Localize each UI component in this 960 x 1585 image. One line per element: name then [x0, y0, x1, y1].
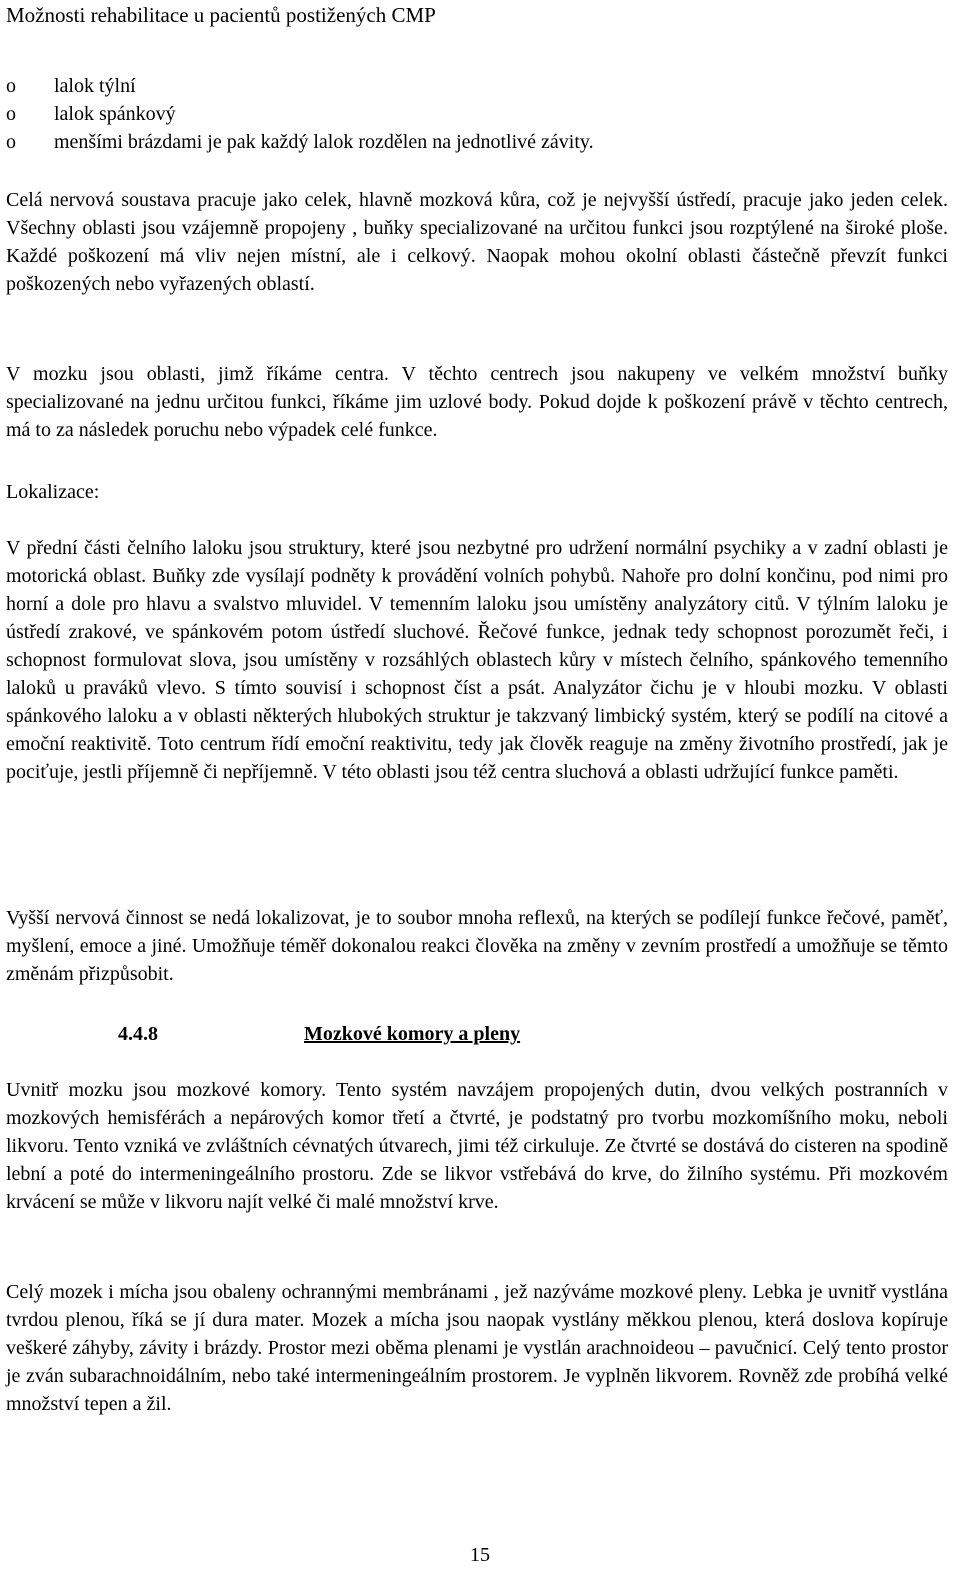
- paragraph-localization-label: Lokalizace:: [6, 481, 100, 503]
- paragraph-nervous-system: Celá nervová soustava pracuje jako celek, hlavně mozková kůra, což je nejvyšší ústředí, pracuje jako jeden celek. Všechny oblasti jsou vzájemně propojeny , buňky specializované na určitou funkci jsou rozptýlené na široké ploše. Každé poškození má vliv nejen místní, ale i celkový. Naopak mohou okolní oblasti částečně převzít funkci poškozených nebo vyřazených oblastí.: [6, 189, 948, 295]
- list-item-text: lalok spánkový: [54, 103, 176, 125]
- paragraph-localization: V přední části čelního laloku jsou struktury, které jsou nezbytné pro udržení normální psychiky a v zadní oblasti je motorická oblast. Buňky zde vysílají podněty k provádění volních pohybů. Nahoře pro dolní končinu, pod nimi pro horní a dole pro hlavu a svalstvo mluvidel. V temenním laloku jsou umístěny analyzátory citů. V týlním laloku je ústředí zrakové, ve spánkovém potom ústředí sluchové. Řečové funkce, jednak tedy schopnost porozumět řeči, i schopnost formulovat slova, jsou umístěny v rozsáhlých oblastech kůry v místech čelního, spánkového temenního laloků u praváků vlevo. S tímto souvisí i schopnost číst a psát. Analyzátor čichu je v hloubi mozku. V oblasti spánkového laloku a v oblasti některých hlubokých struktur je takzvaný limbický systém, který se podílí na citové a emoční reaktivitě. Toto centrum řídí emoční reaktivitu, tedy jak člověk reaguje na změny životního prostředí, jak je pociťuje, jestli příjemně či nepříjemně. V této oblasti jsou též centra sluchová a oblasti udržující funkce paměti.: [6, 537, 948, 783]
- bullet-marker: o: [6, 75, 16, 97]
- paragraph-ventricles: Uvnitř mozku jsou mozkové komory. Tento systém navzájem propojených dutin, dvou velkých postranních v mozkových hemisférách a nepárových komor třetí a čtvrté, je podstatný pro tvorbu mozkomíšního moku, neboli likvoru. Tento vzniká ve zvláštních cévnatých útvarech, jimi též cirkuluje. Ze čtvrté se dostává do cisteren na spodině lební a poté do intermeningeálního prostoru. Zde se likvor vstřebává do krve, do žilního systému. Při mozkovém krvácení se může v likvoru najít velké či malé množství krve.: [6, 1079, 948, 1213]
- page-number: 15: [470, 1544, 490, 1566]
- paragraph-higher-nervous-activity: Vyšší nervová činnost se nedá lokalizovat, je to soubor mnoha reflexů, na kterých se podílejí funkce řečové, paměť, myšlení, emoce a jiné. Umožňuje téměř dokonalou reakci člověka na změny v zevním prostředí a umožňuje se těmto změnám přizpůsobit.: [6, 907, 948, 985]
- list-item: [6, 72, 946, 100]
- list-item: [6, 100, 946, 128]
- bullet-marker: o: [6, 103, 16, 125]
- paragraph-centers: V mozku jsou oblasti, jimž říkáme centra. V těchto centrech jsou nakupeny ve velkém množství buňky specializované na jednu určitou funkci, říkáme jim uzlové body. Pokud dojde k poškození právě v těchto centrech, má to za následek poruchu nebo výpadek celé funkce.: [6, 363, 948, 441]
- bullet-list: [6, 72, 946, 156]
- list-item-text: menšími brázdami je pak každý lalok rozdělen na jednotlivé závity.: [54, 131, 594, 153]
- list-item-text: lalok týlní: [54, 75, 136, 97]
- paragraph-meninges: Celý mozek i mícha jsou obaleny ochrannými membránami , jež nazýváme mozkové pleny. Lebka je uvnitř vystlána tvrdou plenou, říká se jí dura mater. Mozek a mícha jsou naopak vystlány měkkou plenou, která doslova kopíruje veškeré záhyby, závity i brázdy. Prostor mezi oběma plenami je vystlán arachnoideou – pavučnicí. Celý tento prostor je zván subarachnoidálním, nebo také intermeningeálním prostorem. Je vyplněn likvorem. Rovněž zde probíhá velké množství tepen a žil.: [6, 1281, 948, 1415]
- section-title: Mozkové komory a pleny: [304, 1023, 521, 1045]
- section-heading: [118, 1020, 520, 1048]
- section-number: 4.4.8: [118, 1023, 158, 1045]
- running-header: Možnosti rehabilitace u pacientů postižených CMP: [6, 3, 436, 27]
- list-item: [6, 128, 946, 156]
- bullet-marker: o: [6, 131, 16, 153]
